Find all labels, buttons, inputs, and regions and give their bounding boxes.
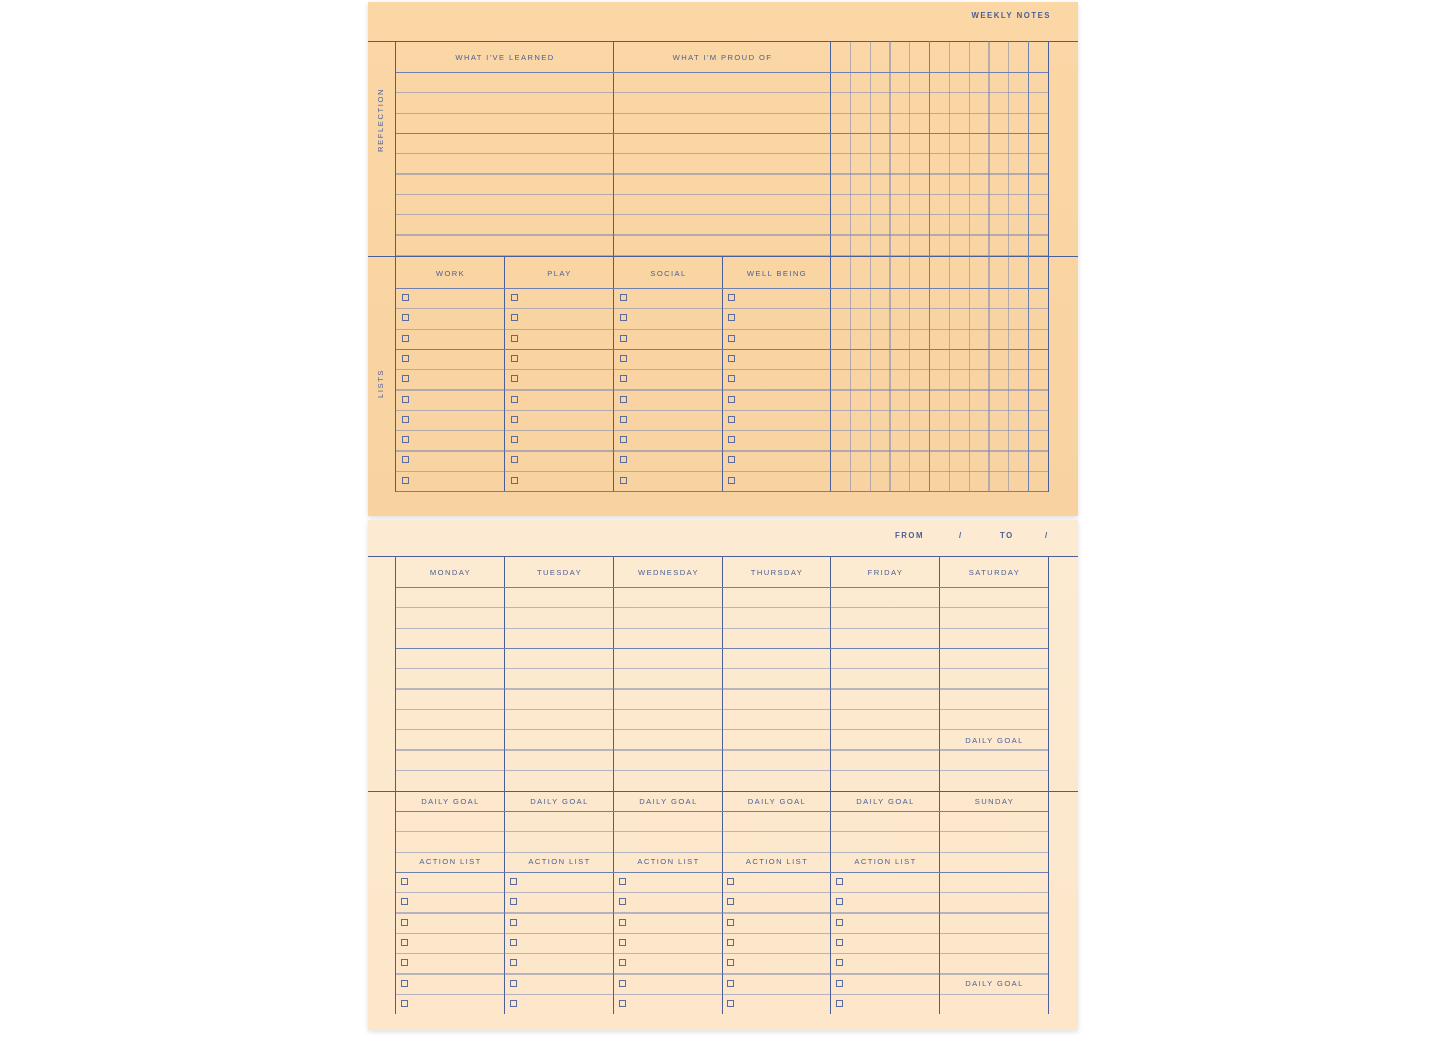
checkbox[interactable] [402, 355, 409, 362]
social-header: SOCIAL [650, 269, 687, 278]
checkbox[interactable] [511, 314, 518, 321]
checkbox[interactable] [511, 396, 518, 403]
checkbox[interactable] [620, 456, 627, 463]
day-monday: MONDAY [429, 568, 472, 577]
page-title: WEEKLY NOTES [971, 11, 1051, 20]
checkbox[interactable] [511, 456, 518, 463]
checkbox[interactable] [510, 919, 517, 926]
wednesday-action-list: ACTION LIST [637, 857, 700, 866]
bottom-grid-lines [368, 520, 1078, 1030]
checkbox[interactable] [620, 294, 627, 301]
monday-action-list: ACTION LIST [419, 857, 482, 866]
checkbox[interactable] [728, 396, 735, 403]
sunday-daily-goal: DAILY GOAL [965, 979, 1024, 988]
checkbox[interactable] [401, 878, 408, 885]
checkbox[interactable] [727, 959, 734, 966]
checkbox[interactable] [728, 477, 735, 484]
saturday-daily-goal: DAILY GOAL [965, 736, 1024, 745]
day-friday: FRIDAY [867, 568, 904, 577]
checkbox[interactable] [401, 919, 408, 926]
checkbox[interactable] [401, 1000, 408, 1007]
checkbox[interactable] [511, 294, 518, 301]
checkbox[interactable] [401, 939, 408, 946]
checkbox[interactable] [620, 314, 627, 321]
checkbox[interactable] [511, 355, 518, 362]
wednesday-daily-goal: DAILY GOAL [639, 797, 698, 806]
checkbox[interactable] [402, 436, 409, 443]
day-tuesday: TUESDAY [536, 568, 583, 577]
checkbox[interactable] [728, 335, 735, 342]
checkbox[interactable] [619, 1000, 626, 1007]
checkbox[interactable] [401, 959, 408, 966]
checkbox[interactable] [728, 436, 735, 443]
lists-side-label: LISTS [376, 368, 385, 398]
checkbox[interactable] [620, 375, 627, 382]
friday-action-list: ACTION LIST [854, 857, 917, 866]
checkbox[interactable] [619, 919, 626, 926]
checkbox[interactable] [619, 959, 626, 966]
checkbox[interactable] [619, 898, 626, 905]
checkbox[interactable] [511, 375, 518, 382]
checkbox[interactable] [510, 939, 517, 946]
to-slash: / [1045, 531, 1049, 540]
checkbox[interactable] [402, 477, 409, 484]
checkbox[interactable] [620, 477, 627, 484]
checkbox[interactable] [727, 898, 734, 905]
thursday-action-list: ACTION LIST [745, 857, 809, 866]
reflection-side-label: REFLECTION [376, 87, 385, 152]
checkbox[interactable] [836, 878, 843, 885]
checkbox[interactable] [402, 416, 409, 423]
checkbox[interactable] [620, 416, 627, 423]
checkbox[interactable] [620, 335, 627, 342]
checkbox[interactable] [402, 456, 409, 463]
checkbox[interactable] [620, 355, 627, 362]
tuesday-action-list: ACTION LIST [528, 857, 591, 866]
checkbox[interactable] [836, 1000, 843, 1007]
checkbox[interactable] [511, 477, 518, 484]
day-wednesday: WEDNESDAY [638, 568, 699, 577]
checkbox[interactable] [402, 375, 409, 382]
checkbox[interactable] [511, 436, 518, 443]
checkbox[interactable] [728, 294, 735, 301]
checkbox[interactable] [619, 878, 626, 885]
from-slash: / [959, 531, 963, 540]
tuesday-daily-goal: DAILY GOAL [530, 797, 589, 806]
to-label: TO [1000, 531, 1014, 540]
thursday-daily-goal: DAILY GOAL [747, 797, 807, 806]
checkbox[interactable] [402, 396, 409, 403]
day-sunday: SUNDAY [974, 797, 1015, 806]
checkbox[interactable] [510, 898, 517, 905]
checkbox[interactable] [728, 355, 735, 362]
checkbox[interactable] [727, 980, 734, 987]
checkbox[interactable] [401, 980, 408, 987]
checkbox[interactable] [619, 980, 626, 987]
checkbox[interactable] [620, 396, 627, 403]
checkbox[interactable] [727, 919, 734, 926]
top-grid-lines [368, 2, 1078, 516]
checkbox[interactable] [836, 939, 843, 946]
checkbox[interactable] [401, 898, 408, 905]
friday-daily-goal: DAILY GOAL [856, 797, 915, 806]
monday-daily-goal: DAILY GOAL [421, 797, 480, 806]
checkbox[interactable] [728, 456, 735, 463]
reflection-lists-sheet [368, 2, 1078, 516]
checkbox[interactable] [511, 416, 518, 423]
checkbox[interactable] [728, 416, 735, 423]
checkbox[interactable] [728, 375, 735, 382]
work-header: WORK [435, 269, 466, 278]
weekly-planner-sheet [368, 520, 1078, 1030]
play-header: PLAY [547, 269, 572, 278]
checkbox[interactable] [727, 939, 734, 946]
checkbox[interactable] [727, 878, 734, 885]
checkbox[interactable] [402, 294, 409, 301]
checkbox[interactable] [510, 980, 517, 987]
from-label: FROM [895, 531, 924, 540]
checkbox[interactable] [836, 919, 843, 926]
wellbeing-header: WELL BEING [746, 269, 808, 278]
checkbox[interactable] [619, 939, 626, 946]
day-thursday: THURSDAY [750, 568, 804, 577]
checkbox[interactable] [836, 898, 843, 905]
proud-header: WHAT I'M PROUD OF [672, 53, 773, 62]
checkbox[interactable] [402, 314, 409, 321]
checkbox[interactable] [727, 1000, 734, 1007]
checkbox[interactable] [836, 959, 843, 966]
checkbox[interactable] [510, 878, 517, 885]
checkbox[interactable] [402, 335, 409, 342]
learned-header: WHAT I'VE LEARNED [455, 53, 555, 62]
checkbox[interactable] [511, 335, 518, 342]
checkbox[interactable] [836, 980, 843, 987]
day-saturday: SATURDAY [968, 568, 1021, 577]
checkbox[interactable] [728, 314, 735, 321]
checkbox[interactable] [510, 959, 517, 966]
checkbox[interactable] [620, 436, 627, 443]
checkbox[interactable] [510, 1000, 517, 1007]
